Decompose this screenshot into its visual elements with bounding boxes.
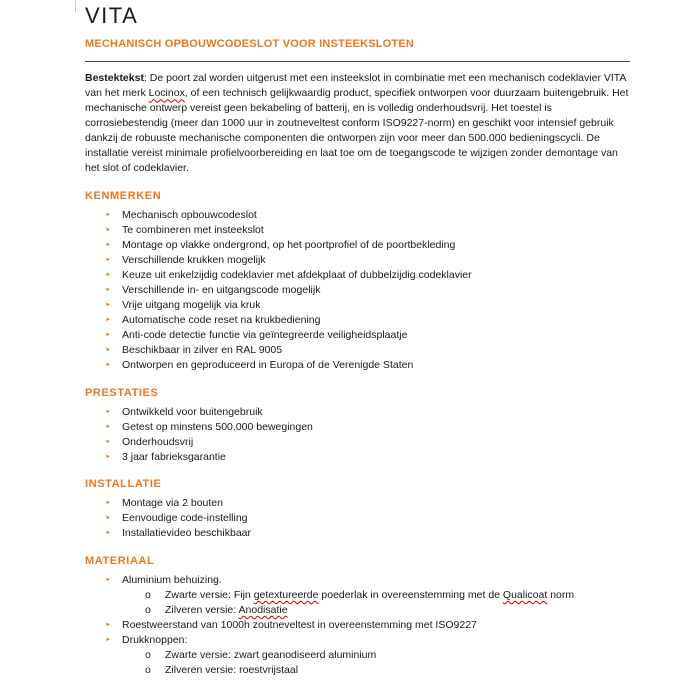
list-item <box>105 329 630 343</box>
list-item <box>105 497 630 511</box>
intro-text-2: , of een technisch gelijkwaardig product, specifiek ontworpen voor duurzaam buitengebruik. Het mechanische ontwerp vereist geen bekabeling of batterij, en is volledig onderhoudsvrij. Het toestel is corrosiebestendig (meer dan 1000 uur in zoutneveltest conform ISO9227-norm) en geschikt voor intensief gebruik dankzij de robuuste mechanische componenten die ontworpen zijn voor meer dan 500.000 bedieningscycli. De installatie vereist minimale profielvoorbereiding en laat toe om de toegangscode te wijzigen zonder demontage van het slot of codeklavier. <box>85 87 629 175</box>
list-item-text: Montage via 2 bouten <box>122 497 223 510</box>
list-item <box>105 314 630 328</box>
spellcheck-word-qualicoat: Qualicoat <box>502 588 548 601</box>
list-item-text: Vrije uitgang mogelijk via kruk <box>122 299 261 312</box>
arrow-bullet-icon: ‣ <box>105 513 111 525</box>
list-item <box>105 527 630 541</box>
list-item <box>105 436 630 450</box>
section-heading-kenmerken: KENMERKEN <box>85 190 162 203</box>
list-item <box>105 619 630 633</box>
list-item <box>105 421 630 435</box>
page-subtitle: MECHANISCH OPBOUWCODESLOT VOOR INSTEEKSLOTEN <box>85 38 415 51</box>
arrow-bullet-icon: ‣ <box>105 634 111 646</box>
list-item <box>105 406 630 420</box>
list-item-text: Anti-code detectie functie via geïntegreerde veiligheidsplaatje <box>122 329 408 342</box>
list-item-text: Verschillende in- en uitgangscode mogelijk <box>122 284 321 297</box>
list-item <box>105 239 630 253</box>
list-subitem <box>145 604 630 618</box>
text-part: Zwarte versie: Fijn <box>165 588 254 601</box>
circle-bullet-icon: o <box>145 588 151 601</box>
arrow-bullet-icon: ‣ <box>105 225 111 237</box>
list-item-text: Ontworpen en geproduceerd in Europa of de Verenigde Staten <box>122 359 414 372</box>
list-item-text <box>165 589 630 603</box>
materiaal-list <box>85 574 630 678</box>
list-item-text: Zwarte versie: zwart geanodiseerd aluminium <box>165 648 377 661</box>
list-item <box>105 224 630 238</box>
list-item <box>105 512 630 526</box>
list-item <box>105 269 630 283</box>
section-heading-installatie: INSTALLATIE <box>85 478 162 491</box>
list-item-text: Getest op minstens 500.000 bewegingen <box>122 420 313 433</box>
list-item <box>105 574 630 588</box>
arrow-bullet-icon: ‣ <box>105 528 111 540</box>
list-subitem <box>145 589 630 603</box>
arrow-bullet-icon: ‣ <box>105 436 111 448</box>
text-part: norm <box>547 588 575 601</box>
arrow-bullet-icon: ‣ <box>105 270 111 282</box>
circle-bullet-icon: o <box>145 663 151 676</box>
list-item-text: Automatische code reset na krukbediening <box>122 314 321 327</box>
list-item <box>105 451 630 465</box>
list-item-text: Eenvoudige code-instelling <box>122 512 248 525</box>
list-item <box>105 299 630 313</box>
intro-paragraph <box>85 71 630 176</box>
arrow-bullet-icon: ‣ <box>105 255 111 267</box>
arrow-bullet-icon: ‣ <box>105 240 111 252</box>
arrow-bullet-icon: ‣ <box>105 574 111 586</box>
prestaties-list <box>85 406 630 465</box>
page-margin-mark <box>75 0 76 12</box>
intro-text-1: : De poort zal worden uitgerust met een insteekslot in combinatie met een mechanisch codeklavier VITA van het merk <box>85 72 626 100</box>
arrow-bullet-icon: ‣ <box>105 285 111 297</box>
installatie-list <box>85 497 630 541</box>
list-item-text <box>165 604 630 618</box>
arrow-bullet-icon: ‣ <box>105 330 111 342</box>
arrow-bullet-icon: ‣ <box>105 345 111 357</box>
list-item <box>105 634 630 648</box>
arrow-bullet-icon: ‣ <box>105 406 111 418</box>
arrow-bullet-icon: ‣ <box>105 360 111 372</box>
list-item-text: Montage op vlakke ondergrond, op het poortprofiel of de poortbekleding <box>122 239 456 252</box>
list-item-text: Mechanisch opbouwcodeslot <box>122 209 257 222</box>
arrow-bullet-icon: ‣ <box>105 498 111 510</box>
circle-bullet-icon: o <box>145 648 151 661</box>
list-item <box>105 284 630 298</box>
arrow-bullet-icon: ‣ <box>105 421 111 433</box>
section-heading-prestaties: PRESTATIES <box>85 386 159 399</box>
list-item <box>105 344 630 358</box>
spellcheck-word-getextureerde: getextureerde <box>253 588 319 601</box>
list-item-text: 3 jaar fabrieksgarantie <box>122 450 226 463</box>
list-item-text: Verschillende krukken mogelijk <box>122 254 266 267</box>
list-item-text: Beschikbaar in zilver en RAL 9005 <box>122 344 283 357</box>
list-item-text: Roestweerstand van 1000h zoutneveltest in overeenstemming met ISO9227 <box>122 618 477 631</box>
circle-bullet-icon: o <box>145 603 151 616</box>
kenmerken-list <box>85 209 630 373</box>
page-title: VITA <box>85 3 139 28</box>
divider <box>85 61 630 62</box>
arrow-bullet-icon: ‣ <box>105 210 111 222</box>
spellcheck-word-anodisatie: Anodisatie <box>238 603 288 616</box>
list-item-text: Te combineren met insteekslot <box>122 224 264 237</box>
list-item <box>105 209 630 223</box>
arrow-bullet-icon: ‣ <box>105 619 111 631</box>
list-item <box>105 254 630 268</box>
text-part: poederlak in overeenstemming met de <box>318 588 503 601</box>
spellcheck-word-locinox: Locinox <box>148 87 185 100</box>
text-part: Zilveren versie: <box>165 603 239 616</box>
list-subitem <box>145 649 630 663</box>
list-item-text: Zilveren versie: roestvrijstaal <box>165 663 299 676</box>
arrow-bullet-icon: ‣ <box>105 300 111 312</box>
list-item-text: Ontwikkeld voor buitengebruik <box>122 405 263 418</box>
intro-label: Bestektekst <box>85 72 144 85</box>
arrow-bullet-icon: ‣ <box>105 451 111 463</box>
list-subitem <box>145 664 630 678</box>
list-item-text: Onderhoudsvrij <box>122 435 194 448</box>
list-item-text: Installatievideo beschikbaar <box>122 527 251 540</box>
section-heading-materiaal: MATERIAAL <box>85 554 155 567</box>
list-item-text: Aluminium behuizing. <box>122 573 222 586</box>
arrow-bullet-icon: ‣ <box>105 315 111 327</box>
list-item-text: Drukknoppen: <box>122 633 188 646</box>
list-item <box>105 359 630 373</box>
list-item-text: Keuze uit enkelzijdig codeklavier met afdekplaat of dubbelzijdig codeklavier <box>122 269 472 282</box>
